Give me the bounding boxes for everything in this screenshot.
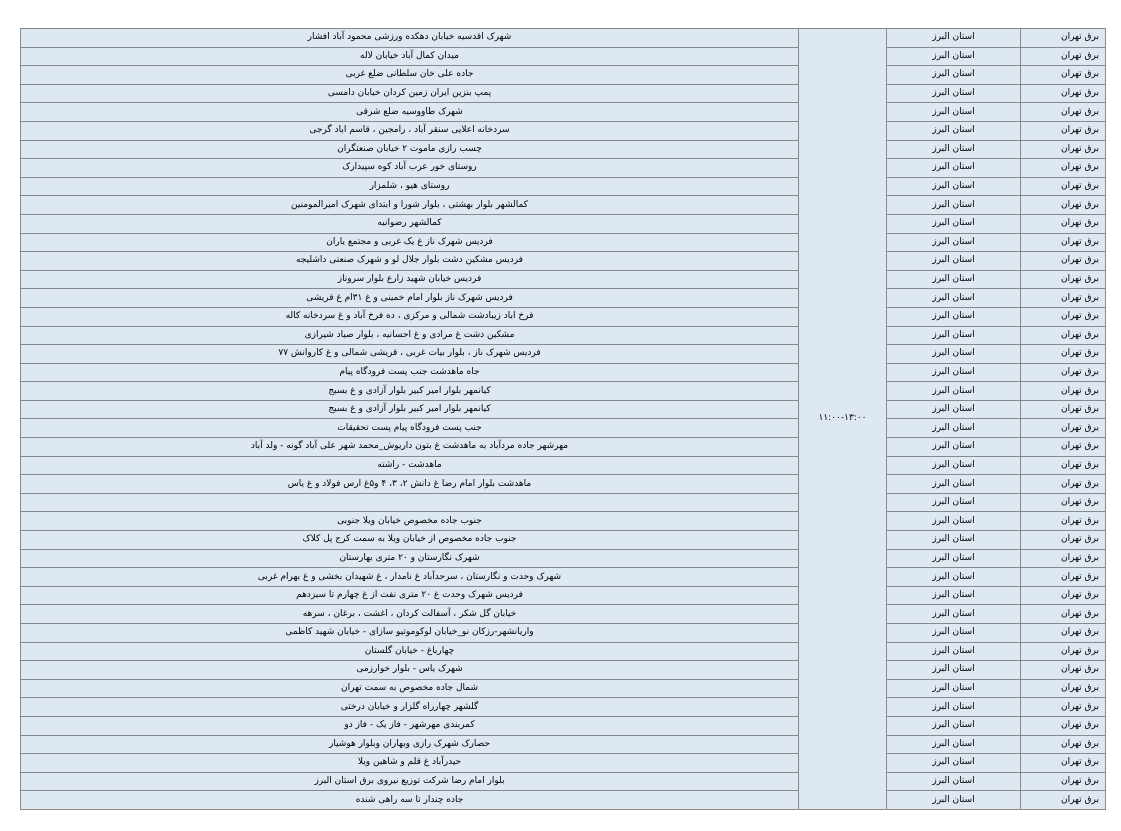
- area-cell: جنوب جاده مخصوص از خیابان ویلا به سمت کرج پل کلاک: [21, 531, 799, 550]
- table-row: [21, 438, 1106, 457]
- company-cell: برق تهران: [1021, 214, 1106, 233]
- province-cell: استان البرز: [887, 400, 1021, 419]
- table-row: [21, 735, 1106, 754]
- area-cell: خیابان گل شکر ، آسفالت کردان ، اغشت ، برغان ، سرهه: [21, 605, 799, 624]
- table-row: [21, 233, 1106, 252]
- province-cell: استان البرز: [887, 549, 1021, 568]
- company-cell: برق تهران: [1021, 586, 1106, 605]
- company-cell: برق تهران: [1021, 531, 1106, 550]
- table-row: [21, 772, 1106, 791]
- area-cell: شهرک وحدت و نگارستان ، سرحدآباد غ نامدار ، غ شهیدان بخشی و غ بهرام غربی: [21, 568, 799, 587]
- table-row: [21, 84, 1106, 103]
- province-cell: استان البرز: [887, 716, 1021, 735]
- area-cell: روستای هیو ، شلمزار: [21, 177, 799, 196]
- area-cell: کمربندی مهرشهر - فاز یک - فاز دو: [21, 716, 799, 735]
- company-cell: برق تهران: [1021, 103, 1106, 122]
- company-cell: برق تهران: [1021, 754, 1106, 773]
- province-cell: استان البرز: [887, 252, 1021, 271]
- area-cell: فردیس شهرک وحدت غ ۲۰ متری نفت از غ چهارم تا سیزدهم: [21, 586, 799, 605]
- area-cell: واریانشهر-رزکان نو_خیابان لوکوموتیو سازای - خیابان شهید کاظمی: [21, 624, 799, 643]
- company-cell: برق تهران: [1021, 270, 1106, 289]
- company-cell: برق تهران: [1021, 29, 1106, 48]
- province-cell: استان البرز: [887, 791, 1021, 810]
- table-row: [21, 642, 1106, 661]
- table-row: [21, 568, 1106, 587]
- area-cell: فرخ اباد زیبادشت شمالی و مرکزی ، ده فرخ آباد و غ سردخانه کاله: [21, 307, 799, 326]
- company-cell: برق تهران: [1021, 605, 1106, 624]
- company-cell: برق تهران: [1021, 382, 1106, 401]
- table-row: [21, 140, 1106, 159]
- company-cell: برق تهران: [1021, 624, 1106, 643]
- province-cell: استان البرز: [887, 661, 1021, 680]
- province-cell: استان البرز: [887, 289, 1021, 308]
- area-cell: فردیس شهرک ناز غ یک غربی و مجتمع یاران: [21, 233, 799, 252]
- province-cell: استان البرز: [887, 326, 1021, 345]
- province-cell: استان البرز: [887, 363, 1021, 382]
- province-cell: استان البرز: [887, 475, 1021, 494]
- company-cell: برق تهران: [1021, 140, 1106, 159]
- area-cell: کمالشهر رضوانیه: [21, 214, 799, 233]
- province-cell: استان البرز: [887, 214, 1021, 233]
- area-cell: کمالشهر بلوار بهشتی ، بلوار شورا و ابتدای شهرک امیرالمومنین: [21, 196, 799, 215]
- province-cell: استان البرز: [887, 456, 1021, 475]
- company-cell: برق تهران: [1021, 735, 1106, 754]
- area-cell: چسب رازی ماموت ۲ خیابان صنعتگران: [21, 140, 799, 159]
- table-row: [21, 716, 1106, 735]
- table-row: [21, 382, 1106, 401]
- table-row: [21, 679, 1106, 698]
- company-cell: برق تهران: [1021, 307, 1106, 326]
- area-cell: فردیس شهرک ناز ، بلوار بیات غربی ، قریشی شمالی و غ کاروانش ۷۷: [21, 345, 799, 364]
- area-cell: مهرشهر جاده مردآباد به ماهدشت غ بتون داریوش_محمد شهر علی آباد گونه - ولد آباد: [21, 438, 799, 457]
- table-row: [21, 475, 1106, 494]
- company-cell: برق تهران: [1021, 400, 1106, 419]
- company-cell: برق تهران: [1021, 159, 1106, 178]
- company-cell: برق تهران: [1021, 549, 1106, 568]
- table-row: [21, 605, 1106, 624]
- province-cell: استان البرز: [887, 772, 1021, 791]
- table-row: [21, 493, 1106, 512]
- area-cell: مشکین دشت غ مرادی و غ احسانیه ، بلوار صیاد شیرازی: [21, 326, 799, 345]
- table-row: [21, 214, 1106, 233]
- province-cell: استان البرز: [887, 66, 1021, 85]
- company-cell: برق تهران: [1021, 679, 1106, 698]
- table-row: [21, 586, 1106, 605]
- table-row: [21, 196, 1106, 215]
- company-cell: برق تهران: [1021, 698, 1106, 717]
- area-cell: [21, 493, 799, 512]
- table-row: [21, 363, 1106, 382]
- area-cell: کیانمهر بلوار امیر کبیر بلوار آزادی و غ بسیج: [21, 382, 799, 401]
- company-cell: برق تهران: [1021, 438, 1106, 457]
- area-cell: پمپ بنزین ایران زمین کردان خیابان دامسی: [21, 84, 799, 103]
- area-cell: جنوب جاده مخصوص خیابان ویلا جنوبی: [21, 512, 799, 531]
- area-cell: فردیس شهرک ناز بلوار امام خمینی و غ ۳۱ام غ قریشی: [21, 289, 799, 308]
- province-cell: استان البرز: [887, 586, 1021, 605]
- table-row: [21, 29, 1106, 48]
- table-row: [21, 661, 1106, 680]
- area-cell: سردخانه اعلایی سنقر آباد ، رامجین ، قاسم اباد گرجی: [21, 121, 799, 140]
- company-cell: برق تهران: [1021, 456, 1106, 475]
- province-cell: استان البرز: [887, 679, 1021, 698]
- province-cell: استان البرز: [887, 270, 1021, 289]
- province-cell: استان البرز: [887, 382, 1021, 401]
- table-row: [21, 270, 1106, 289]
- table-row: [21, 419, 1106, 438]
- province-cell: استان البرز: [887, 159, 1021, 178]
- company-cell: برق تهران: [1021, 345, 1106, 364]
- table-row: [21, 159, 1106, 178]
- area-cell: روستای خور عرب آباد کوه سپیدارک: [21, 159, 799, 178]
- company-cell: برق تهران: [1021, 177, 1106, 196]
- province-cell: استان البرز: [887, 512, 1021, 531]
- company-cell: برق تهران: [1021, 642, 1106, 661]
- province-cell: استان البرز: [887, 698, 1021, 717]
- area-cell: میدان کمال آباد خیابان لاله: [21, 47, 799, 66]
- province-cell: استان البرز: [887, 493, 1021, 512]
- company-cell: برق تهران: [1021, 419, 1106, 438]
- province-cell: استان البرز: [887, 754, 1021, 773]
- table-row: [21, 326, 1106, 345]
- area-cell: گلشهر چهارراه گلزار و خیابان درختی: [21, 698, 799, 717]
- area-cell: ماهدشت - راشته: [21, 456, 799, 475]
- province-cell: استان البرز: [887, 642, 1021, 661]
- table-row: [21, 624, 1106, 643]
- table-row: [21, 531, 1106, 550]
- province-cell: استان البرز: [887, 29, 1021, 48]
- table-row: [21, 698, 1106, 717]
- area-cell: جاه ماهدشت جنب پست فرودگاه پیام: [21, 363, 799, 382]
- company-cell: برق تهران: [1021, 791, 1106, 810]
- table-row: [21, 512, 1106, 531]
- table-row: [21, 103, 1106, 122]
- table-row: [21, 66, 1106, 85]
- company-cell: برق تهران: [1021, 475, 1106, 494]
- province-cell: استان البرز: [887, 345, 1021, 364]
- province-cell: استان البرز: [887, 47, 1021, 66]
- time-slot-cell: ۱۱:۰۰-۱۳:۰۰: [799, 29, 887, 810]
- area-cell: جنب پست فرودگاه پیام پست تحقیقات: [21, 419, 799, 438]
- company-cell: برق تهران: [1021, 716, 1106, 735]
- company-cell: برق تهران: [1021, 121, 1106, 140]
- table-row: [21, 177, 1106, 196]
- area-cell: بلوار امام رضا شرکت توزیع نیروی برق استان البرز: [21, 772, 799, 791]
- area-cell: کیانمهر بلوار امیر کبیر بلوار آزادی و غ بسیج: [21, 400, 799, 419]
- company-cell: برق تهران: [1021, 493, 1106, 512]
- province-cell: استان البرز: [887, 84, 1021, 103]
- table-row: [21, 252, 1106, 271]
- table-row: [21, 456, 1106, 475]
- province-cell: استان البرز: [887, 419, 1021, 438]
- area-cell: جاده چندار تا سه راهی شنده: [21, 791, 799, 810]
- company-cell: برق تهران: [1021, 47, 1106, 66]
- table-row: [21, 345, 1106, 364]
- company-cell: برق تهران: [1021, 326, 1106, 345]
- table-row: [21, 307, 1106, 326]
- province-cell: استان البرز: [887, 605, 1021, 624]
- area-cell: شهرک اقدسیه خیابان دهکده ورزشی محمود آباد افشار: [21, 29, 799, 48]
- province-cell: استان البرز: [887, 531, 1021, 550]
- area-cell: فردیس خیابان شهید زارع بلوار سروناز: [21, 270, 799, 289]
- province-cell: استان البرز: [887, 233, 1021, 252]
- area-cell: حصارک شهرک رازی وبهاران وبلوار هوشیار: [21, 735, 799, 754]
- company-cell: برق تهران: [1021, 568, 1106, 587]
- table-row: [21, 549, 1106, 568]
- table-row: [21, 400, 1106, 419]
- company-cell: برق تهران: [1021, 196, 1106, 215]
- table-row: [21, 121, 1106, 140]
- company-cell: برق تهران: [1021, 512, 1106, 531]
- province-cell: استان البرز: [887, 103, 1021, 122]
- province-cell: استان البرز: [887, 624, 1021, 643]
- area-cell: شمال جاده مخصوص به سمت تهران: [21, 679, 799, 698]
- company-cell: برق تهران: [1021, 66, 1106, 85]
- area-cell: ماهدشت بلوار امام رضا غ دانش ۲، ۳، ۴ و۵غ ارس فولاد و غ یاس: [21, 475, 799, 494]
- area-cell: حیدرآباد غ قلم و شاهین ویلا: [21, 754, 799, 773]
- company-cell: برق تهران: [1021, 233, 1106, 252]
- outage-schedule-body: [21, 29, 1106, 810]
- company-cell: برق تهران: [1021, 772, 1106, 791]
- table-row: [21, 754, 1106, 773]
- company-cell: برق تهران: [1021, 252, 1106, 271]
- area-cell: فردیس مشکین دشت بلوار جلال لو و شهرک صنعتی داشلیجه: [21, 252, 799, 271]
- company-cell: برق تهران: [1021, 289, 1106, 308]
- table-row: [21, 791, 1106, 810]
- company-cell: برق تهران: [1021, 661, 1106, 680]
- area-cell: جاده علی خان سلطانی ضلع غربی: [21, 66, 799, 85]
- area-cell: چهارباغ - خیابان گلستان: [21, 642, 799, 661]
- company-cell: برق تهران: [1021, 84, 1106, 103]
- province-cell: استان البرز: [887, 735, 1021, 754]
- province-cell: استان البرز: [887, 438, 1021, 457]
- province-cell: استان البرز: [887, 196, 1021, 215]
- province-cell: استان البرز: [887, 121, 1021, 140]
- outage-schedule-table: [20, 28, 1106, 810]
- province-cell: استان البرز: [887, 568, 1021, 587]
- province-cell: استان البرز: [887, 307, 1021, 326]
- area-cell: شهرک یاس - بلوار خوارزمی: [21, 661, 799, 680]
- area-cell: شهرک نگارستان و ۲۰ متری بهارستان: [21, 549, 799, 568]
- company-cell: برق تهران: [1021, 363, 1106, 382]
- area-cell: شهرک طاووسیه ضلع شرقی: [21, 103, 799, 122]
- province-cell: استان البرز: [887, 140, 1021, 159]
- table-row: [21, 47, 1106, 66]
- province-cell: استان البرز: [887, 177, 1021, 196]
- table-row: [21, 289, 1106, 308]
